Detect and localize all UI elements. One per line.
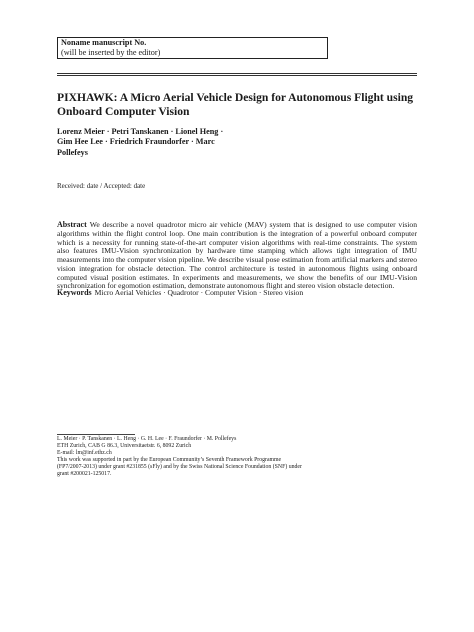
keywords-text: Micro Aerial Vehicles · Quadrotor · Computer Vision · Stereo vision [94,288,304,297]
received-date: Received: date / Accepted: date [57,182,146,190]
footnote [57,436,302,478]
footnote-funding: This work was supported in part by the European Community’s Seventh Framework Programme (FP7/2007-2013) under grant #231855 (sFly) and by the Swiss National Science Foundation (SNF) under grant #200021-125017. [57,457,302,477]
paper-title: PIXHAWK: A Micro Aerial Vehicle Design for Autonomous Flight using Onboard Computer Vision [57,91,414,118]
footnote-rule [57,434,135,435]
footnote-email: E-mail: lm@inf.ethz.ch [57,450,112,456]
keywords-section [57,289,327,298]
manuscript-box [57,37,328,59]
footnote-authors: L. Meier · P. Tanskanen · L. Heng · G. H. Lee · F. Fraundorfer · M. Pollefeys [57,436,237,442]
abstract-section [57,221,417,291]
manuscript-number: Noname manuscript No. [61,38,147,47]
keywords-label: Keywords [57,288,92,297]
abstract-label: Abstract [57,220,87,229]
editor-note: (will be inserted by the editor) [61,48,161,57]
author-list: Lorenz Meier · Petri Tanskanen · Lionel Heng · Gim Hee Lee · Friedrich Fraundorfer · Marc Pollefeys [57,127,224,157]
title-rule-top [57,73,417,74]
title-rule-bottom [57,75,417,76]
footnote-address: ETH Zurich, CAB G 86.3, Universitaetstr. 6, 8092 Zurich [57,443,192,449]
abstract-text: We describe a novel quadrotor micro air vehicle (MAV) system that is designed to use computer vision algorithms within the flight control loop. One main contribution is the integration of a powerful onboard computer which is a necessity for running state-of-the-art computer vision algorithms with real-time constraints. The system also features IMU-Vision synchronization by hardware time stamping which allows tight integration of IMU measurements into the computer vision pipeline. We describe visual pose estimation from artificial markers and stereo vision integration for obstacle detection. The control architecture is tested in autonomous flights using onboard computed visual position estimates. In experiments and measurements, we show the benefits of our IMU-Vision synchronization for egomotion estimation, demonstrate autonomous flight and stereo vision obstacle detection. [57,220,417,291]
